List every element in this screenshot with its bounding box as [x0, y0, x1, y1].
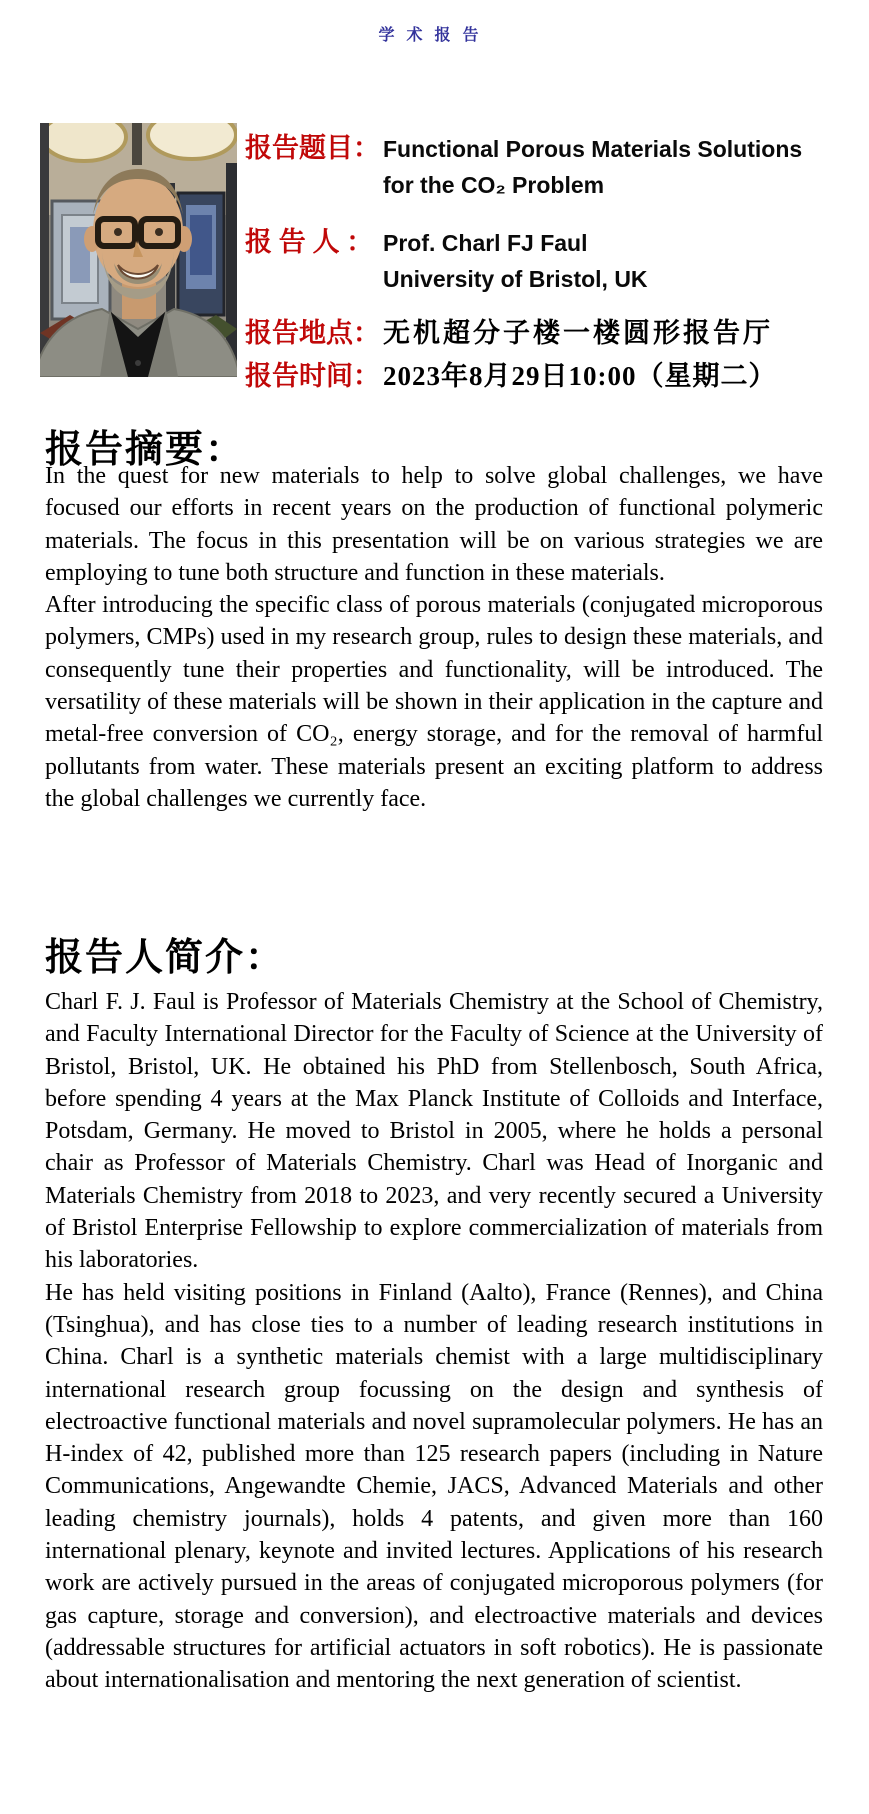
field-row-location — [245, 311, 773, 350]
speaker-photo — [40, 123, 237, 377]
speaker-portrait-illustration — [40, 123, 237, 377]
bio-paragraph-2: He has held visiting positions in Finland (Aalto), France (Rennes), and China (Tsinghua), and has close ties to a number of leading research institutions in China. Charl is a synthetic materials chemist with a large multidisciplinary international research group focussing on the design and synthesis of electroactive functional materials and novel supramolecular polymers. He has an H-index of 42, published more than 125 research papers (including in Nature Communications, Angewandte Chemie, JACS, Advanced Materials and other leading chemistry journals), holds 4 patents, and given more than 160 international plenary, keynote and invited lectures. Applications of his research work are actively pursued in the areas of conjugated microporous polymers (for gas capture, storage and conversion), and electroactive materials and devices (addressable structures for artificial actuators in soft robotics). He is passionate about internationalisation and mentoring the next generation of scientist. — [45, 1279, 823, 1694]
field-value-speaker-name: Prof. Charl FJ Faul — [383, 230, 588, 256]
bio-text — [45, 986, 823, 1697]
field-label-speaker: 报 告 人 ： — [245, 227, 374, 257]
field-row-speaker — [245, 220, 587, 259]
bio-heading: 报告人简介： — [45, 937, 286, 979]
field-value-title-line2: for the CO₂ Problem — [383, 172, 605, 198]
field-label-location: 报告地点： — [245, 318, 380, 348]
abstract-text — [45, 460, 823, 815]
bio-paragraph-1: Charl F. J. Faul is Professor of Materials Chemistry at the School of Chemistry, and Faculty International Director for the Faculty of Science at the University of Bristol, Bristol, UK. He obtained his PhD from Stellenbosch, South Africa, before spending 4 years at the Max Planck Institute of Colloids and Interface, Potsdam, Germany. He moved to Bristol in 2005, where he holds a personal chair as Professor of Materials Chemistry. Charl was Head of Inorganic and Materials Chemistry from 2018 to 2023, and very recently secured a University of Bristol Enterprise Fellowship to explore commercialization of materials from his laboratories. — [45, 989, 823, 1274]
field-row-time — [245, 354, 777, 393]
field-row-title-cont — [383, 172, 604, 199]
field-value-title-line1: Functional Porous Materials Solutions — [383, 136, 803, 162]
field-value-speaker-affiliation: University of Bristol, UK — [383, 266, 648, 292]
abstract-paragraph-1: In the quest for new materials to help to solve global challenges, we have focused our efforts in recent years on the production of functional polymeric materials. The focus in this presentation will be on various strategies we are employing to tune both structure and function in these materials. — [45, 463, 823, 586]
abstract-paragraph-2: After introducing the specific class of porous materials (conjugated microporous polymers, CMPs) used in my research group, rules to design these materials, and consequently tune their properties and functionality, will be introduced. The versatility of these materials will be shown in their application in the capture and metal-free conversion of CO₂, energy storage, and for the removal of harmful pollutants from water. These materials present an exciting platform to address the global challenges we currently face. — [45, 592, 823, 812]
field-row-speaker-cont — [383, 266, 648, 293]
field-value-time: 2023年8月29日10:00（星期二） — [383, 361, 777, 391]
field-value-location: 无机超分子楼一楼圆形报告厅 — [383, 318, 773, 348]
field-label-time: 报告时间： — [245, 361, 380, 391]
abstract-heading: 报告摘要： — [45, 429, 246, 471]
field-row-title — [245, 126, 802, 165]
field-label-title: 报告题目： — [245, 133, 380, 163]
page-title: 学术报告 — [378, 25, 491, 44]
